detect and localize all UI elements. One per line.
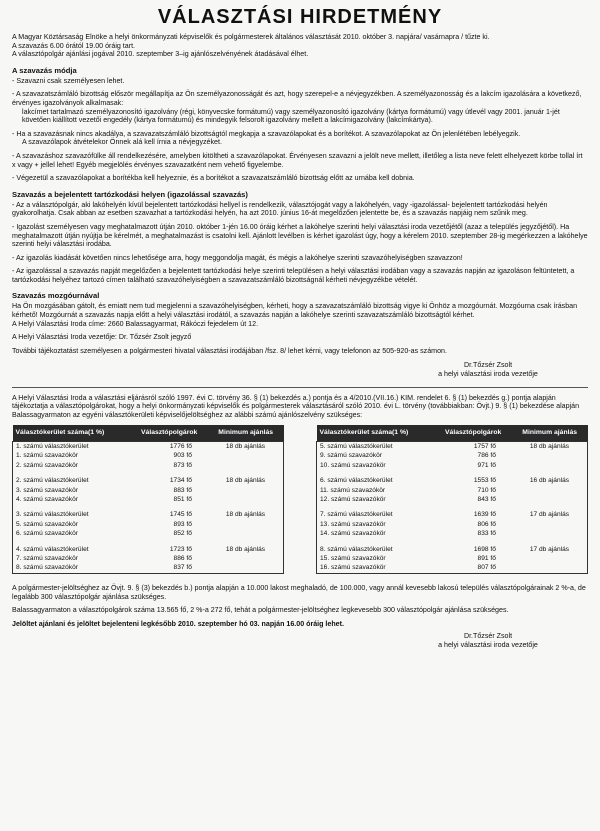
- voter-count: 1745 fő: [169, 511, 192, 519]
- mayor-requirement: A polgármester-jelöltséghez az Övjt. 9. § (3) bekezdés b.) pontja alapján a 10.000 lakost meghaladó, de 100.000, vagy annál kevesebb lakosú település választópolgárainak 2 %-a, de legalább 300 választópolgár ajánlása szükséges.: [12, 584, 586, 601]
- signature-block: [12, 632, 588, 649]
- district-name: 2. számú szavazókör: [16, 461, 78, 469]
- district-name: 2. számú választókerület: [16, 477, 89, 485]
- district-row: [13, 477, 284, 486]
- voter-count: 1757 fő: [473, 443, 496, 450]
- voter-count: 1639 fő: [473, 511, 496, 519]
- district-row: [13, 511, 284, 520]
- voter-count: 833 fő: [477, 530, 496, 538]
- precinct-row: [317, 486, 588, 495]
- precinct-row: [13, 520, 284, 529]
- precinct-row: [13, 461, 284, 470]
- signer-role: a helyi választási iroda vezetője: [438, 641, 538, 650]
- voter-count: 843 fő: [477, 495, 496, 503]
- district-row: [317, 511, 588, 520]
- min-recommendation: [512, 564, 588, 574]
- voter-count: 807 fő: [477, 564, 496, 572]
- section-heading-certificate-voting: Szavazás a bejelentett tartózkodási helyen (igazolással szavazás): [12, 189, 248, 199]
- intro-block: [12, 33, 588, 59]
- district-name: 5. számú szavazókör: [16, 520, 78, 528]
- voter-count: 903 fő: [173, 452, 192, 460]
- min-recommendation: [512, 461, 588, 470]
- precinct-row: [13, 554, 284, 563]
- voter-count: 786 fő: [477, 452, 496, 460]
- voter-count: 806 fő: [477, 520, 496, 528]
- district-table-right: [316, 425, 588, 574]
- paragraph: - Az igazolással a szavazás napját megelőzően a bejelentett tartózkodási helye szerinti településen a helyi választási irodában vagy a szavazás napján az igazoláson feltüntetett, a tartózkodási helyéhez tartozó címen található szavazóhelyiségben a szavazatszámláló bizottságnál kérheti névjegyzékbe vételét.: [12, 267, 575, 284]
- paragraph: - Végezetül a szavazólapokat a borítékba kell helyeznie, és a borítékot a szavazatszámláló bizottság előtt az urnába kell dobnia.: [12, 174, 415, 183]
- district-name: 13. számú szavazókör: [320, 520, 386, 528]
- min-recommendation: [512, 495, 588, 504]
- header-voters: Választópolgárok: [130, 425, 207, 442]
- district-name: 3. számú választókerület: [16, 511, 89, 519]
- voting-method-section: [12, 77, 588, 183]
- precinct-row: [317, 495, 588, 504]
- paragraph: - A szavazáshoz szavazófülke áll rendelkezésére, amelyben kitöltheti a szavazólapokat. Érvényesen szavazni a jelölt neve mellett, illetőleg a lista neve felett elhelyezett körbe tollal írt x vagy + jellel lehet! Egyéb megjelölés érvényes szavazatként nem vehető figyelembe.: [12, 151, 583, 169]
- section-heading-voting-method: A szavazás módja: [12, 65, 77, 75]
- voter-count: 1553 fő: [473, 477, 496, 485]
- voter-count: 1698 fő: [473, 545, 496, 553]
- district-name: 12. számú szavazókör: [320, 495, 386, 503]
- paragraph: lakcímet tartalmazó személyazonosító igazolvány (régi, könyvecske formátumú) vagy személyazonosító igazolvány (kártya formátumú) vagy útlevél vagy 2001. január 1-jét követően kiállított vezetői engedély (kártya formátumú) és mindegyik felsorolt igazolvány mellett a lakcímigazolvány (lakcímkártya).: [22, 107, 560, 125]
- min-recommendation: [208, 530, 284, 539]
- min-recommendation: [512, 452, 588, 461]
- paragraph: - Igazolást személyesen vagy meghatalmazott útján 2010. október 1-jén 16.00 óráig kérhet a lakóhelye szerinti helyi választási iroda vezetőjétől (azaz a település jegyzőjétől). Ha meghatalmazott útján nyújtja be kérelmét, a meghatalmazást is csatolni kell. Ajánlott levélben is kérhet igazolást úgy, hogy a kérelem 2010. szeptember 28-ig megérkezzen a lakóhelye szerinti helyi választási irodába.: [12, 222, 588, 249]
- precinct-row: [317, 461, 588, 470]
- precinct-row: [13, 452, 284, 461]
- deadline-note: Jelöltet ajánlani és jelöltet bejelenteni legkésőbb 2010. szeptember hó 03. napján 16.00 óráig lehet.: [12, 619, 344, 628]
- district-row: [13, 545, 284, 554]
- signer-role: a helyi választási iroda vezetője: [438, 370, 538, 379]
- district-name: 1. számú választókerület: [16, 443, 89, 450]
- min-recommendation: [208, 486, 284, 495]
- min-recommendation: [512, 520, 588, 529]
- mobile-ballot-section: [12, 302, 588, 355]
- district-table-body: [317, 442, 588, 574]
- district-name: 8. számú választókerület: [320, 545, 393, 553]
- header-district: Választókerület száma(1 %): [13, 425, 131, 442]
- office-head: A Helyi Választási Iroda vezetője: Dr. Tőzsér Zsolt jegyző: [12, 333, 192, 342]
- min-recommendation: [208, 452, 284, 461]
- divider: [12, 387, 588, 388]
- district-name: 3. számú szavazókör: [16, 486, 78, 494]
- paragraph: - Ha a szavazásnak nincs akadálya, a szavazatszámláló bizottságtól megkapja a szavazólapokat és a borítékot. A szavazólapokat az Ön jelenlétében lebélyegzik.: [12, 129, 521, 138]
- signer-name: Dr.Tőzsér Zsolt: [463, 632, 513, 641]
- contact-info: További tájékoztatást személyesen a polgármesteri hivatal választási irodájában /fsz. 8/ lehet kérni, vagy telefonon az 505-920-as számon.: [12, 346, 447, 355]
- district-name: 4. számú választókerület: [16, 545, 89, 553]
- header-min: Minimum ajánlás: [208, 425, 284, 442]
- min-recommendation: 18 db ajánlás: [225, 443, 266, 450]
- paragraph: - Szavazni csak személyesen lehet.: [12, 76, 125, 85]
- voter-count: 891 fő: [477, 554, 496, 562]
- district-name: 16. számú szavazókör: [320, 564, 386, 572]
- district-name: 1. számú szavazókör: [16, 452, 78, 460]
- office-address: A Helyi Választási Iroda címe: 2660 Balassagyarmat, Rákóczi fejedelem út 12.: [12, 319, 259, 328]
- certificate-voting-section: [12, 201, 588, 285]
- paragraph: - Az a választópolgár, aki lakóhelyén kívül bejelentett tartózkodási hellyel is rendelkezik, választójogát vagy a lakóhelyén, vagy -igazolással- bejelentett tartózkodási helyén gyakorolhatja. Csak abban az esetben szavazhat a tartózkodási helyén, ha azt 2010. június 16-át megelőzően jelentette be, és a szavazás napjáig nem szűnik meg.: [12, 200, 548, 218]
- intro-line: A választópolgár ajánlási jogával 2010. szeptember 3–ig ajánlószelvényének átadásával élhet.: [12, 50, 309, 59]
- precinct-row: [317, 554, 588, 563]
- district-tables: [12, 425, 588, 574]
- district-name: 6. számú választókerület: [320, 477, 393, 485]
- min-recommendation: [512, 486, 588, 495]
- paragraph: Ha Ön mozgásában gátolt, és emiatt nem tud megjelenni a szavazóhelyiségben, kérheti, hogy a szavazatszámláló bizottság vigye ki Önhöz a mozgóurnát. Mozgóurna csak írásban kérhető! Mozgóurnát a szavazás napja előtt a helyi választási irodától, a szavazás napján a lakóhelye szerinti szavazatszámláló bizottságtól kérhet.: [12, 302, 578, 320]
- voter-count: 893 fő: [173, 520, 192, 528]
- precinct-row: [13, 495, 284, 504]
- district-name: 10. számú szavazókör: [320, 461, 386, 469]
- voter-count: 883 fő: [173, 486, 192, 494]
- voter-count: 1776 fő: [169, 443, 192, 450]
- min-recommendation: 18 db ajánlás: [225, 477, 266, 485]
- min-recommendation: [208, 520, 284, 529]
- voter-count: 1723 fő: [169, 545, 192, 553]
- min-recommendation: 17 db ajánlás: [529, 545, 570, 553]
- voter-count: 852 fő: [173, 530, 192, 538]
- precinct-row: [317, 520, 588, 529]
- district-row: [317, 477, 588, 486]
- intro-line: A Magyar Köztársaság Elnöke a helyi önkormányzati képviselők és polgármesterek általános választását 2010. október 3. napjára/ vasárnapra / tűzte ki.: [12, 33, 490, 41]
- header-min: Minimum ajánlás: [512, 425, 588, 442]
- district-name: 6. számú szavazókör: [16, 530, 78, 538]
- voter-count: 837 fő: [173, 564, 192, 572]
- district-name: 4. számú szavazókör: [16, 495, 78, 503]
- page-title: VÁLASZTÁSI HIRDETMÉNY: [157, 6, 443, 28]
- district-name: 8. számú szavazókör: [16, 564, 78, 572]
- signature-block: [12, 361, 588, 378]
- voter-count: 886 fő: [173, 554, 192, 562]
- voter-count-note: Balassagyarmaton a választópolgárok száma 13.565 fő, 2 %-a 272 fő, tehát a polgármester-jelöltséghez legkevesebb 300 választópolgár ajánlása szükséges.: [12, 606, 509, 615]
- precinct-row: [317, 564, 588, 574]
- district-name: 14. számú szavazókör: [320, 530, 386, 538]
- district-name: 5. számú választókerület: [320, 443, 393, 450]
- header-district: Választókerület száma(1 %): [317, 425, 435, 442]
- district-row: [13, 442, 284, 452]
- voter-count: 710 fő: [477, 486, 496, 494]
- min-recommendation: [208, 461, 284, 470]
- section-heading-mobile-ballot: Szavazás mozgóurnával: [12, 291, 100, 301]
- min-recommendation: 17 db ajánlás: [529, 511, 570, 519]
- district-table-left: [12, 425, 284, 574]
- min-recommendation: 18 db ajánlás: [529, 443, 570, 450]
- min-recommendation: [512, 554, 588, 563]
- header-voters: Választópolgárok: [434, 425, 511, 442]
- intro-line: A szavazás 6.00 órától 19.00 óráig tart.: [12, 41, 136, 50]
- paragraph: A szavazólapok átvételekor Önnek alá kell írnia a névjegyzéket.: [22, 138, 222, 147]
- recommendation-intro: A Helyi Választási Iroda a választási eljárásról szóló 1997. évi C. törvény 36. § (1) bekezdés a.) pontja és a 4/2010.(VII.16.) KIM. rendelet 6. § (1) bekezdés g.) pontja alapján tájékoztatja a választópolgárokat, hogy a helyi önkormányzati képviselők és polgármesterek választásáról szóló 2010. évi L. törvény (továbbiakban: Övjt.) 9. § (1) bekezdése alapján Balassagyarmaton az egyéni választókerületi képviselőjelöltséghez az alábbi számú ajánlószelvény szükséges:: [12, 393, 580, 419]
- district-name: 9. számú szavazókör: [320, 452, 382, 460]
- voter-count: 1734 fő: [169, 477, 192, 485]
- footer-block: [12, 584, 588, 628]
- precinct-row: [317, 530, 588, 539]
- paragraph: - Az igazolás kiadását követően nincs lehetősége arra, hogy meggondolja magát, és mégis a lakóhelye szerinti szavazóhelyiségben szavazzon!: [12, 253, 463, 262]
- precinct-row: [13, 530, 284, 539]
- district-table-body: [13, 442, 284, 574]
- district-name: 15. számú szavazókör: [320, 554, 386, 562]
- paragraph: - A szavazatszámláló bizottság először megállapítja az Ön személyazonosságát és azt, hogy szerepel-e a névjegyzékben. A személyazonosság és a lakcím igazolására a következő, érvényes igazolványok alkalmasak:: [12, 90, 582, 107]
- precinct-row: [13, 486, 284, 495]
- district-row: [317, 545, 588, 554]
- voter-count: 873 fő: [173, 461, 192, 469]
- district-name: 7. számú választókerület: [320, 511, 393, 519]
- precinct-row: [317, 452, 588, 461]
- min-recommendation: [208, 554, 284, 563]
- precinct-row: [13, 564, 284, 574]
- signer-name: Dr.Tőzsér Zsolt: [463, 361, 513, 370]
- min-recommendation: [208, 564, 284, 574]
- voter-count: 851 fő: [173, 495, 192, 503]
- min-recommendation: 18 db ajánlás: [225, 511, 266, 519]
- min-recommendation: [512, 530, 588, 539]
- min-recommendation: 18 db ajánlás: [225, 545, 266, 553]
- district-name: 11. számú szavazókör: [320, 486, 386, 494]
- voter-count: 971 fő: [477, 461, 496, 469]
- min-recommendation: 16 db ajánlás: [529, 477, 570, 485]
- district-name: 7. számú szavazókör: [16, 554, 78, 562]
- district-row: [317, 442, 588, 452]
- min-recommendation: [208, 495, 284, 504]
